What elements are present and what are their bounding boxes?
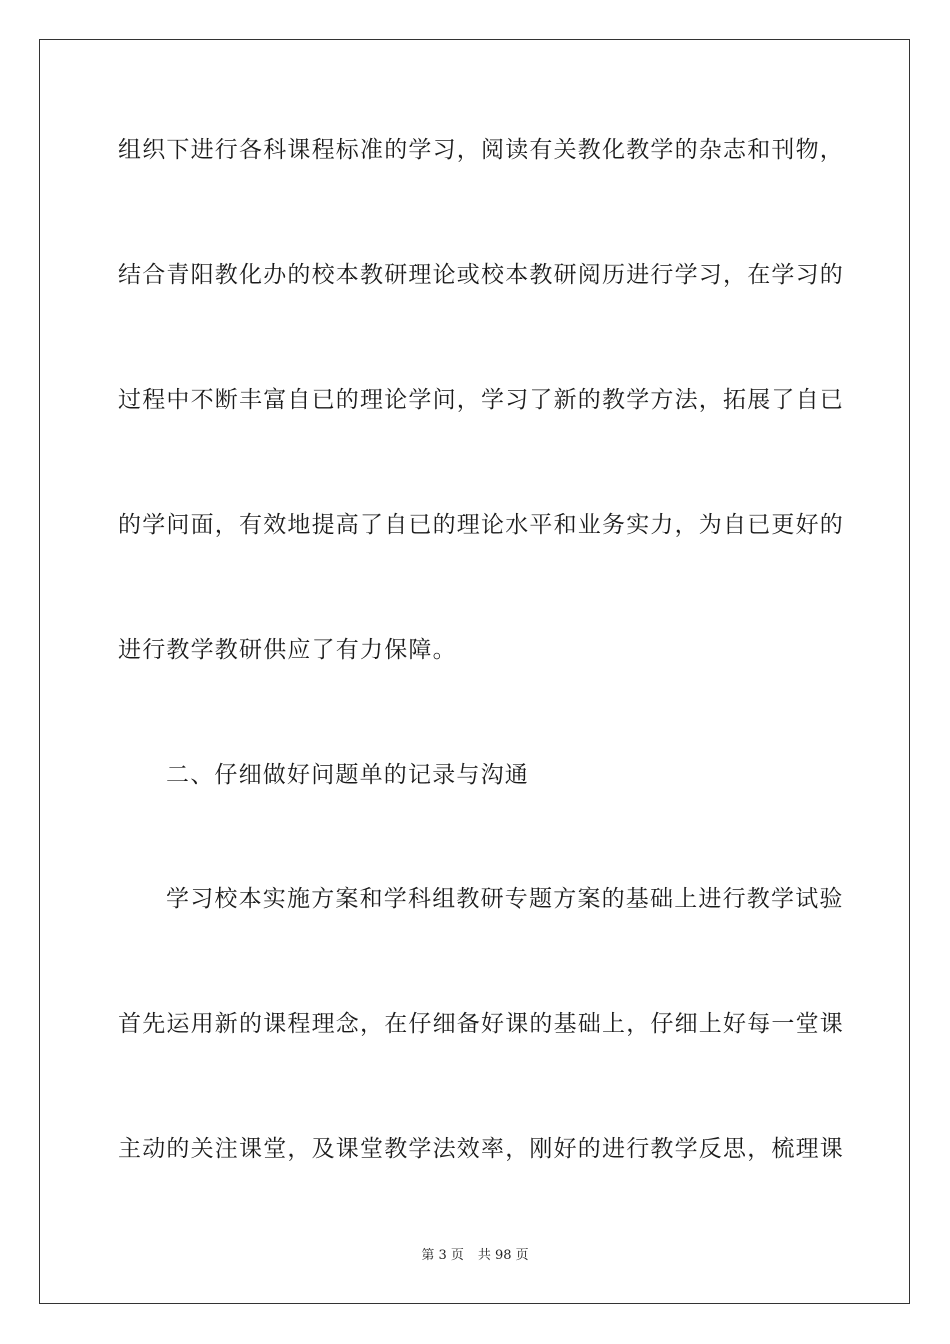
paragraph-line-6: 学习校本实施方案和学科组教研专题方案的基础上进行教学试验 [166, 886, 844, 912]
paragraph-line-4: 的学问面，有效地提高了自已的理论水平和业务实力，为自已更好的 [118, 512, 844, 538]
paragraph-line-2: 结合青阳教化办的校本教研理论或校本教研阅历进行学习，在学习的 [118, 262, 844, 288]
paragraph-line-7: 首先运用新的课程理念，在仔细备好课的基础上，仔细上好每一堂课 [118, 1011, 844, 1037]
section-heading: 二、仔细做好问题单的记录与沟通 [166, 762, 529, 788]
paragraph-line-1: 组织下进行各科课程标准的学习，阅读有关教化教学的杂志和刊物， [118, 137, 844, 163]
page-total: 共 98 页 [477, 1248, 529, 1263]
paragraph-line-5: 进行教学教研供应了有力保障。 [118, 637, 457, 663]
page-number: 第 3 页 [421, 1248, 464, 1263]
page-border [39, 39, 910, 1304]
paragraph-line-3: 过程中不断丰富自已的理论学问，学习了新的教学方法，拓展了自已 [118, 387, 844, 413]
page-footer [0, 1247, 950, 1265]
paragraph-line-8: 主动的关注课堂，及课堂教学法效率，刚好的进行教学反思，梳理课 [118, 1136, 844, 1162]
